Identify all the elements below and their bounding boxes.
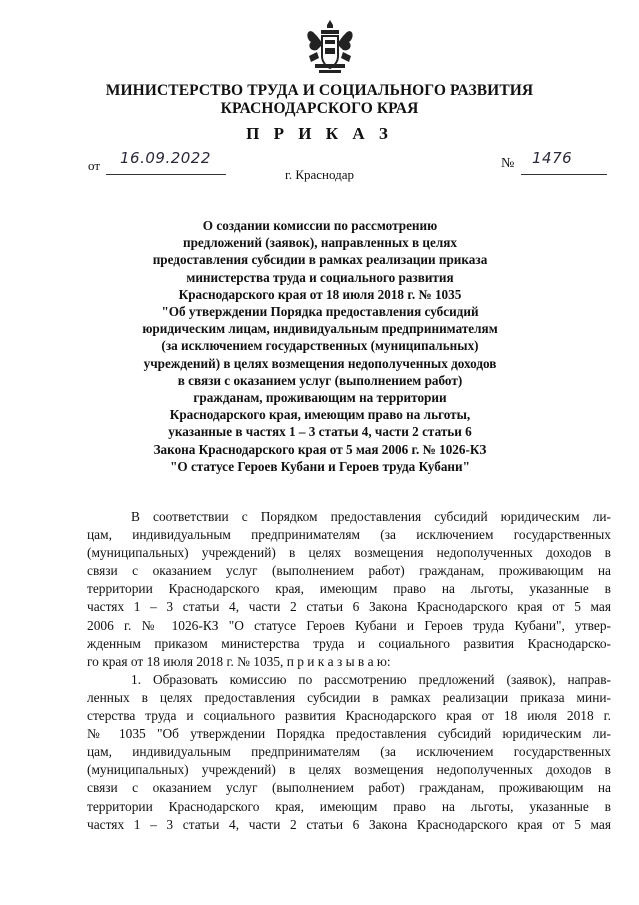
body-line: го края от 18 июля 2018 г. № 1035, п р и к а з ы в а ю: xyxy=(87,653,391,669)
title-line: "Об утверждении Порядка предоставления субсидий xyxy=(161,304,479,320)
body-line: цам, индивидуальным предпринимателям (за исключением государственных xyxy=(87,744,611,760)
city: г. Краснодар xyxy=(284,167,355,182)
title-line: (за исключением государственных (муниципальных) xyxy=(161,338,479,354)
body-line: (муниципальных) учреждений) в целях возмещения недополученных доходов в xyxy=(87,545,611,561)
title-line: Закона Краснодарского края от 5 мая 2006 г. № 1026-КЗ xyxy=(153,441,487,457)
title-line: предоставления субсидии в рамках реализации приказа xyxy=(152,252,488,268)
title-line: учреждений) в целях возмещения недополученных доходов xyxy=(143,355,497,371)
title-line: О создании комиссии по рассмотрению xyxy=(202,218,438,233)
body-line: (муниципальных) учреждений) в целях возмещения недополученных доходов в xyxy=(87,762,611,778)
title-line: "О статусе Героев Кубани и Героев труда Кубани" xyxy=(170,458,470,474)
title-line: в связи с оказанием услуг (выполнением работ) xyxy=(177,372,463,388)
body-line: связи с оказанием услуг (выполнением работ) гражданам, проживающим на xyxy=(87,563,611,579)
number-label: № xyxy=(501,156,515,171)
body-line: В соответствии с Порядком предоставления субсидий юридическим ли- xyxy=(131,509,611,524)
coat-of-arms-icon xyxy=(303,18,357,76)
body-line: 1. Образовать комиссию по рассмотрению предложений (заявок), направ- xyxy=(131,671,611,687)
number-value: 1476 xyxy=(532,149,573,167)
body-line: цам, индивидуальным предпринимателям (за исключением государственных xyxy=(87,527,611,543)
body-line: частях 1 – 3 статьи 4, части 2 статьи 6 Закона Краснодарского края от 5 мая xyxy=(87,599,611,615)
document-type: П Р И К А З xyxy=(246,124,393,143)
document-title xyxy=(120,217,520,475)
title-line: предложений (заявок), направленных в целях xyxy=(182,235,458,251)
title-line: министерства труда и социального развития xyxy=(186,269,454,285)
title-line: юридическим лицам, индивидуальным предпринимателям xyxy=(142,321,498,337)
date-value: 16.09.2022 xyxy=(120,149,211,167)
body-line: частях 1 – 3 статьи 4, части 2 статьи 6 Закона Краснодарского края от 5 мая xyxy=(87,816,611,832)
body-line: территории Краснодарского края, имеющим право на льготы, указанные в xyxy=(87,581,611,597)
date-label: от xyxy=(88,158,101,173)
ministry-name-line-1: МИНИСТЕРСТВО ТРУДА И СОЦИАЛЬНОГО РАЗВИТИЯ xyxy=(105,82,534,99)
title-line: гражданам, проживающим на территории xyxy=(193,390,447,406)
ministry-name-line-2: КРАСНОДАРСКОГО КРАЯ xyxy=(220,100,419,117)
body-line: 2006 г. № 1026-КЗ "О статусе Героев Кубани и Героев труда Кубани", утвер- xyxy=(87,617,611,633)
body-line: связи с оказанием услуг (выполнением работ) гражданам, проживающим на xyxy=(87,780,611,796)
body-line: стерства труда и социального развития Краснодарского края от 18 июля 2018 г. xyxy=(87,708,611,724)
title-line: Краснодарского края, имеющим право на льготы, xyxy=(169,407,471,423)
title-line: Краснодарского края от 18 июля 2018 г. № 1035 xyxy=(178,286,462,302)
document-body xyxy=(87,508,611,834)
body-line: № 1035 "Об утверждении Порядка предоставления субсидий юридическим ли- xyxy=(87,726,611,742)
body-line: ленных в целях предоставления субсидии в рамках реализации приказа мини- xyxy=(87,689,611,705)
body-line: территории Краснодарского края, имеющим право на льготы, указанные в xyxy=(87,798,611,814)
title-line: указанные в частях 1 – 3 статьи 4, части 2 статьи 6 xyxy=(168,424,472,440)
body-line: жденным приказом министерства труда и социального развития Краснодарско- xyxy=(87,635,611,651)
